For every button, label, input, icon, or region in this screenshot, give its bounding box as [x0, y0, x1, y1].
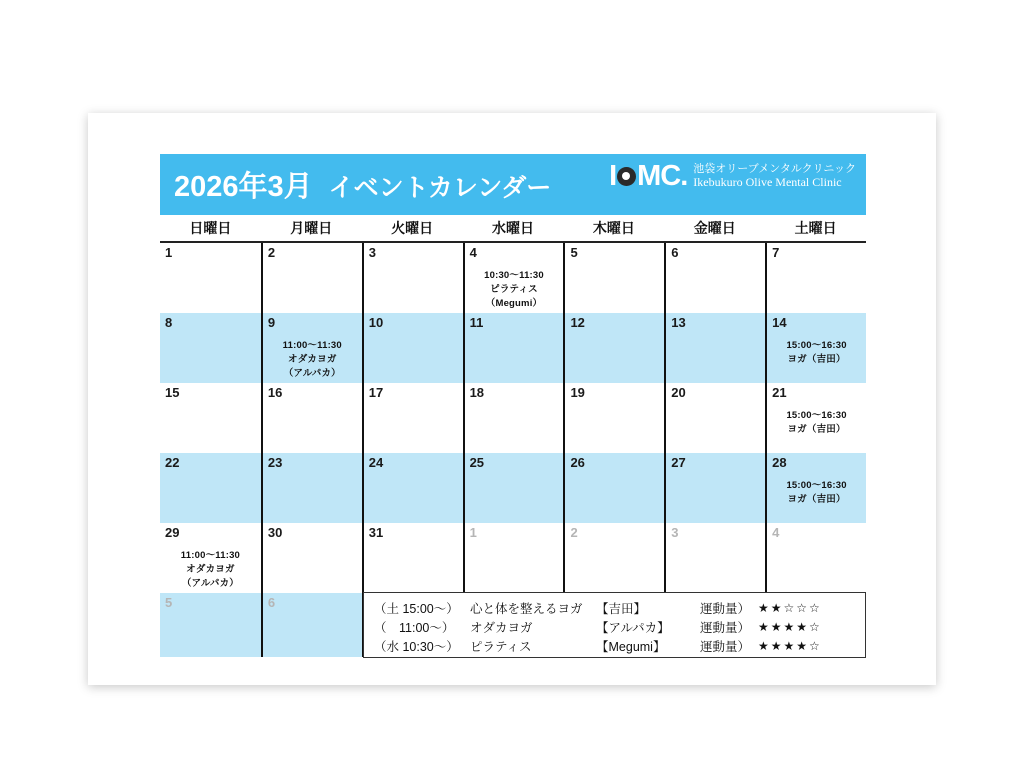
calendar-day-cell[interactable]	[160, 523, 261, 593]
legend-row	[364, 598, 865, 617]
clinic-name-jp: 池袋オリーブメンタルクリニック	[693, 163, 856, 176]
day-number: 4	[469, 245, 477, 260]
calendar-day-cell[interactable]	[160, 593, 261, 657]
legend-box	[363, 592, 866, 658]
calendar-day-cell[interactable]	[362, 453, 463, 523]
day-number: 6	[671, 245, 679, 260]
day-number: 1	[165, 245, 173, 260]
day-of-week-label: 火曜日	[391, 220, 434, 236]
calendar-day-cell[interactable]	[765, 313, 866, 383]
calendar-week-row	[160, 523, 866, 593]
day-number: 27	[671, 455, 686, 470]
day-event	[160, 549, 261, 590]
calendar-day-cell[interactable]	[261, 383, 362, 453]
day-of-week-row	[160, 216, 866, 243]
day-number: 7	[772, 245, 780, 260]
day-event-line: 11:00〜11:30	[282, 340, 342, 351]
calendar-day-cell[interactable]	[563, 313, 664, 383]
legend-class-name: 心と体を整えるヨガ	[470, 601, 583, 616]
day-event-line: ヨガ（吉田）	[787, 493, 846, 505]
calendar-day-cell[interactable]	[261, 313, 362, 383]
calendar-day-cell[interactable]	[765, 383, 866, 453]
legend-instructor: 【Megumi】	[596, 639, 666, 654]
calendar-week-row	[160, 313, 866, 383]
calendar-day-cell[interactable]	[664, 383, 765, 453]
calendar-day-cell[interactable]	[563, 523, 664, 593]
day-event	[465, 269, 564, 310]
day-number: 9	[267, 315, 276, 330]
calendar-week-row	[160, 453, 866, 523]
calendar-day-cell[interactable]	[664, 453, 765, 523]
day-number: 22	[165, 455, 180, 470]
calendar-day-cell[interactable]	[160, 453, 261, 523]
legend-intensity-stars: ★★★★☆	[758, 619, 822, 634]
day-event-line: オダカヨガ	[186, 563, 235, 575]
day-event-line: オダカヨガ	[288, 353, 337, 365]
calendar-day-cell[interactable]	[261, 243, 362, 313]
legend-intensity-stars: ★★★★☆	[758, 638, 822, 653]
calendar-day-cell[interactable]	[261, 523, 362, 593]
day-of-week-label: 月曜日	[290, 220, 333, 236]
calendar-day-cell[interactable]	[362, 523, 463, 593]
day-number: 31	[368, 525, 384, 540]
calendar-day-cell[interactable]	[261, 593, 362, 657]
day-number: 18	[469, 385, 485, 400]
calendar-day-cell[interactable]	[664, 243, 765, 313]
day-event-line: ヨガ（吉田）	[787, 353, 846, 365]
day-event	[767, 339, 866, 367]
calendar-day-cell[interactable]	[463, 383, 564, 453]
day-number: 14	[772, 315, 787, 330]
legend-intensity-stars: ★★☆☆☆	[758, 600, 822, 615]
day-number: 3	[368, 245, 376, 260]
day-number: 11	[469, 315, 484, 330]
calendar-day-cell[interactable]	[563, 243, 664, 313]
day-event	[767, 479, 866, 507]
legend-class-name: オダカヨガ	[470, 620, 533, 635]
day-number: 26	[570, 455, 585, 470]
calendar-day-cell[interactable]	[362, 313, 463, 383]
calendar-year-month: 2026年3月	[174, 171, 313, 203]
day-number: 19	[570, 385, 585, 400]
calendar-title	[174, 164, 551, 205]
olive-icon	[617, 167, 636, 186]
calendar-day-cell[interactable]	[563, 383, 664, 453]
calendar-day-cell[interactable]	[765, 453, 866, 523]
calendar-day-cell[interactable]	[765, 243, 866, 313]
day-number: 4	[772, 525, 780, 540]
day-number: 5	[570, 245, 578, 260]
day-number: 3	[671, 525, 679, 540]
logo-letter-left: I	[609, 160, 617, 192]
day-number: 17	[368, 385, 384, 400]
calendar-day-cell[interactable]	[261, 453, 362, 523]
day-event-line: 15:00〜16:30	[786, 410, 847, 421]
day-event-line: （アルパカ）	[283, 367, 341, 379]
logo-letter-right: MC	[637, 160, 681, 192]
clinic-logo	[609, 162, 856, 191]
day-event-line: （アルパカ）	[181, 577, 239, 589]
calendar-day-cell[interactable]	[463, 523, 564, 593]
calendar-day-cell[interactable]	[362, 243, 463, 313]
calendar-day-cell[interactable]	[160, 313, 261, 383]
day-number: 15	[165, 385, 180, 400]
legend-intensity-label: 運動量）	[700, 601, 751, 616]
legend-time: （水 10:30〜）	[374, 639, 459, 654]
legend-row	[364, 636, 865, 655]
calendar-day-cell[interactable]	[664, 313, 765, 383]
day-event	[263, 339, 362, 380]
calendar-day-cell[interactable]	[463, 313, 564, 383]
day-number: 10	[368, 315, 384, 330]
day-number: 20	[671, 385, 686, 400]
day-event-line: 15:00〜16:30	[786, 480, 847, 491]
clinic-name	[693, 163, 856, 189]
clinic-name-en: Ikebukuro Olive Mental Clinic	[693, 174, 842, 189]
day-number: 2	[570, 525, 578, 540]
legend-intensity-label: 運動量）	[700, 639, 751, 654]
day-event-line: ピラティス	[490, 283, 538, 295]
day-number: 1	[469, 525, 477, 540]
calendar-day-cell[interactable]	[563, 453, 664, 523]
day-of-week-label: 木曜日	[592, 220, 635, 236]
day-of-week-label: 日曜日	[189, 220, 232, 236]
calendar-subtitle: イベントカレンダー	[328, 174, 552, 202]
day-event	[767, 409, 866, 437]
calendar-day-cell[interactable]	[664, 523, 765, 593]
calendar-week-row	[160, 383, 866, 453]
day-number: 5	[165, 595, 173, 610]
legend-time: （ 11:00〜）	[374, 620, 455, 635]
day-number: 16	[267, 385, 283, 400]
day-event-line: 10:30〜11:30	[484, 270, 544, 281]
legend-instructor: 【吉田】	[596, 601, 647, 616]
legend-class-name: ピラティス	[470, 639, 532, 654]
calendar-grid	[160, 216, 866, 657]
day-of-week-label: 水曜日	[492, 220, 534, 236]
legend-instructor: 【アルパカ】	[596, 620, 670, 635]
day-number: 8	[165, 315, 173, 330]
calendar-week-row	[160, 243, 866, 313]
day-number: 6	[267, 595, 276, 610]
day-number: 23	[267, 455, 283, 470]
day-of-week-label: 金曜日	[693, 220, 736, 236]
day-event-line: （Megumi）	[485, 297, 543, 309]
day-number: 21	[772, 385, 787, 400]
day-number: 24	[368, 455, 384, 470]
day-event-line: ヨガ（吉田）	[787, 423, 846, 435]
calendar-day-cell[interactable]	[362, 383, 463, 453]
logo-mark	[609, 162, 687, 191]
day-number: 13	[671, 315, 686, 330]
day-number: 25	[469, 455, 485, 470]
day-number: 12	[570, 315, 585, 330]
calendar-day-cell[interactable]	[160, 383, 261, 453]
day-number: 30	[267, 525, 283, 540]
legend-row	[364, 617, 865, 636]
logo-dot: .	[680, 160, 688, 192]
calendar-header-band	[160, 154, 866, 215]
day-event-line: 11:00〜11:30	[180, 550, 241, 561]
day-number: 2	[267, 245, 276, 260]
calendar-day-cell[interactable]	[765, 523, 866, 593]
day-number: 28	[772, 455, 787, 470]
legend-intensity-label: 運動量）	[700, 620, 751, 635]
calendar-day-cell[interactable]	[463, 453, 564, 523]
calendar-day-cell[interactable]	[463, 243, 564, 313]
legend-time: （土 15:00〜）	[374, 601, 459, 616]
day-event-line: 15:00〜16:30	[786, 340, 847, 351]
day-of-week-label: 土曜日	[794, 220, 837, 236]
calendar-day-cell[interactable]	[160, 243, 261, 313]
day-number: 29	[165, 525, 180, 540]
